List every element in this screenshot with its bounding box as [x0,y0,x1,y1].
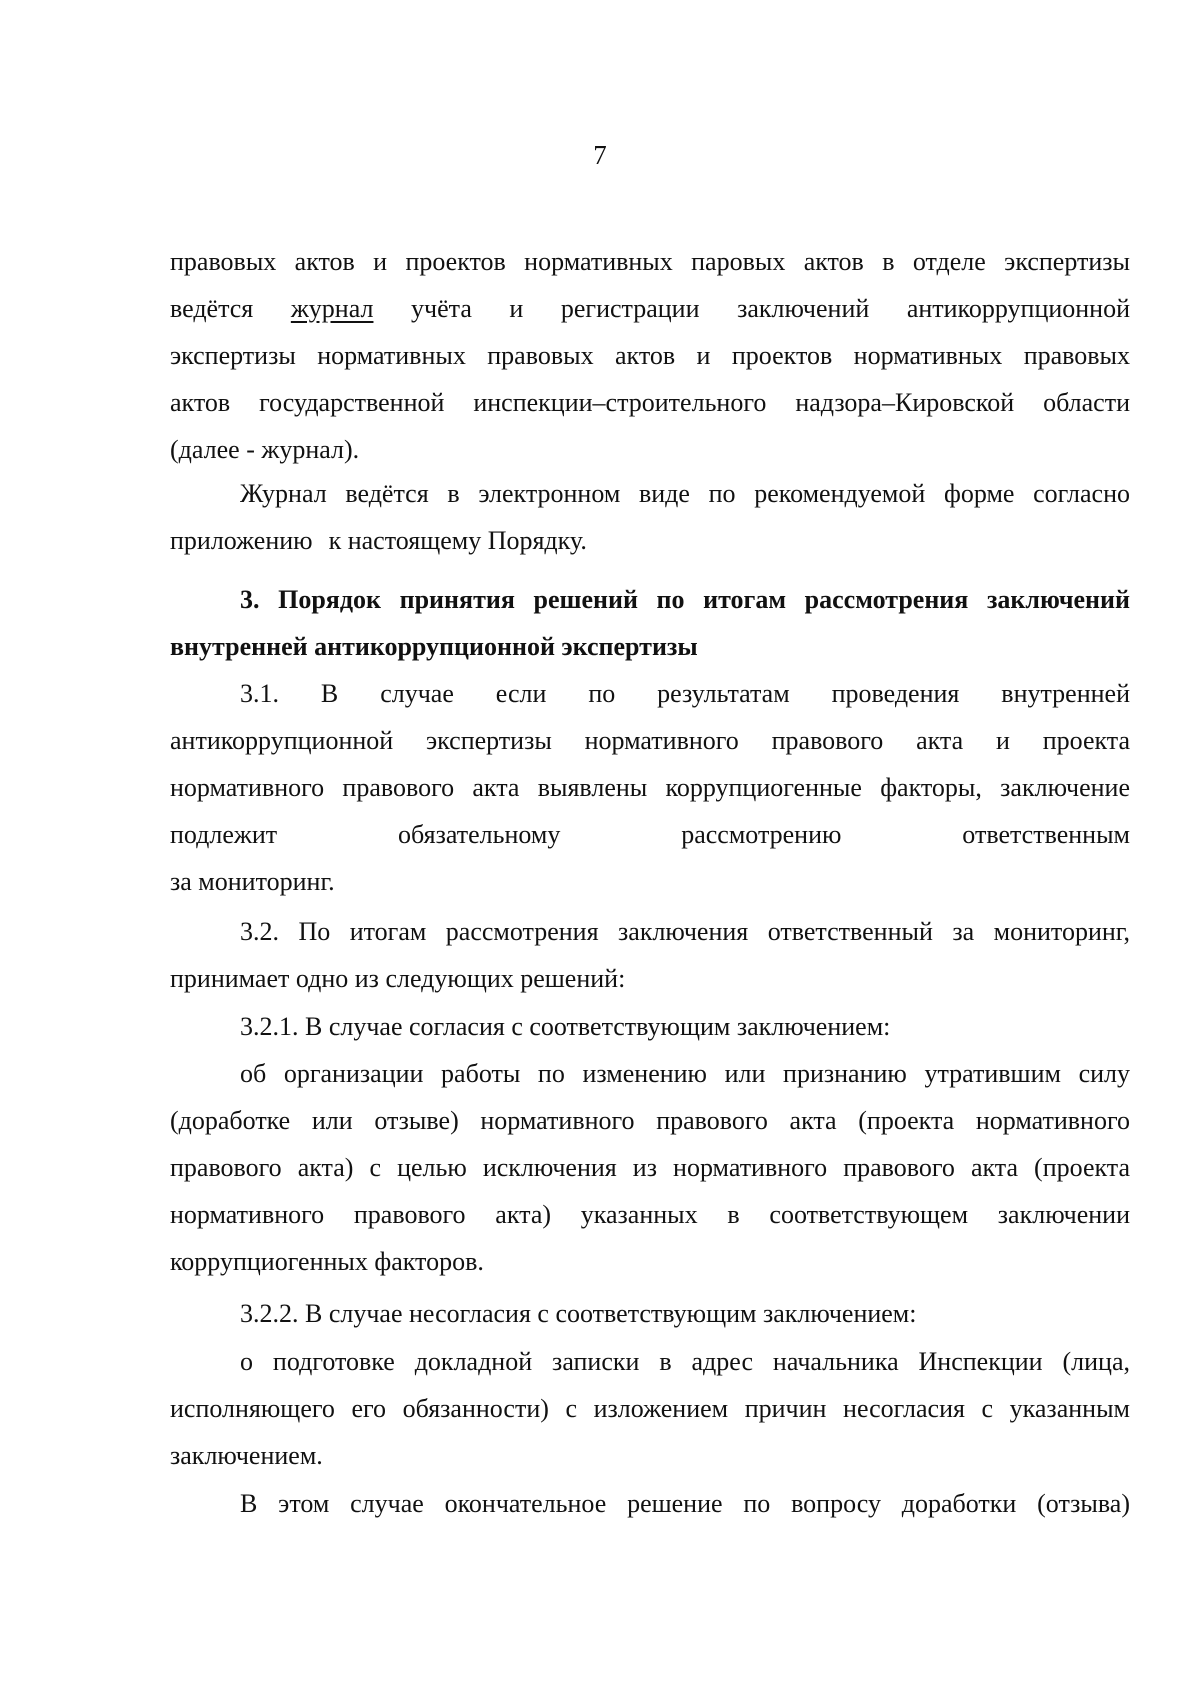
heading-line: 3. Порядок принятия решений по итогам рассмотрения заключений [240,585,1130,614]
text-line: 3.2.1. В случае согласия с соответствующим заключением: [240,1012,891,1041]
text-line: принимает одно из следующих решений: [170,964,626,993]
text-line: актов государственной инспекции–строительного надзора–Кировской области [170,388,1130,417]
paragraph-3-2-2 [170,1290,1130,1337]
text-line: экспертизы нормативных правовых актов и проектов нормативных правовых [170,341,1130,370]
text-line: заключением. [170,1441,323,1470]
page-number: 7 [593,140,607,170]
text-line: нормативного правового акта выявлены коррупциогенные факторы, заключение [170,773,1130,802]
text-fragment: учёта и регистрации заключений антикоррупционной [411,294,1131,323]
text-line: об организации работы по изменению или признанию утратившим силу [240,1059,1130,1088]
text-line: коррупциогенных факторов. [170,1247,484,1276]
section-heading-3 [170,576,1130,670]
text-line: (далее - журнал). [170,435,360,464]
text-line: правового акта) с целью исключения из нормативного правового акта (проекта [170,1153,1130,1182]
paragraph-report [170,1338,1130,1479]
text-line: Журнал ведётся в электронном виде по рекомендуемой форме согласно [240,479,1130,508]
paragraph-3-2-1 [170,1003,1130,1050]
text-line: В этом случае окончательное решение по вопросу доработки (отзыва) [240,1489,1130,1518]
heading-line: внутренней антикоррупционной экспертизы [170,632,698,661]
text-line: 3.2.2. В случае несогласия с соответствующим заключением: [240,1299,917,1328]
paragraph-final [170,1480,1130,1527]
text-line: о подготовке докладной записки в адрес начальника Инспекции (лица, [240,1347,1130,1376]
text-line: антикоррупционной экспертизы нормативного правового акта и проекта [170,726,1130,755]
paragraph-3-1 [170,670,1130,905]
text-line [170,285,1130,332]
underlined-word: журнал [290,294,374,323]
text-line: исполняющего его обязанности) с изложением причин несогласия с указанным [170,1394,1130,1423]
paragraph-journal-form [170,470,1130,564]
paragraph-organization [170,1050,1130,1285]
text-line: 3.2. По итогам рассмотрения заключения ответственный за мониторинг, [240,917,1130,946]
text-fragment: приложению [170,526,313,555]
text-line [170,517,1130,564]
text-line: правовых актов и проектов нормативных паровых актов в отделе экспертизы [170,247,1130,276]
paragraph-journal-intro [170,238,1130,473]
paragraph-3-2 [170,908,1130,1002]
text-line: за мониторинг. [170,867,335,896]
text-line: подлежит обязательному рассмотрению ответственным [170,820,1130,849]
text-line: 3.1. В случае если по результатам проведения внутренней [240,679,1130,708]
text-line: (доработке или отзыве) нормативного правового акта (проекта нормативного [170,1106,1130,1135]
text-fragment: к настоящему Порядку. [328,526,587,555]
text-line: нормативного правового акта) указанных в соответствующем заключении [170,1200,1130,1229]
text-fragment: ведётся [170,294,254,323]
